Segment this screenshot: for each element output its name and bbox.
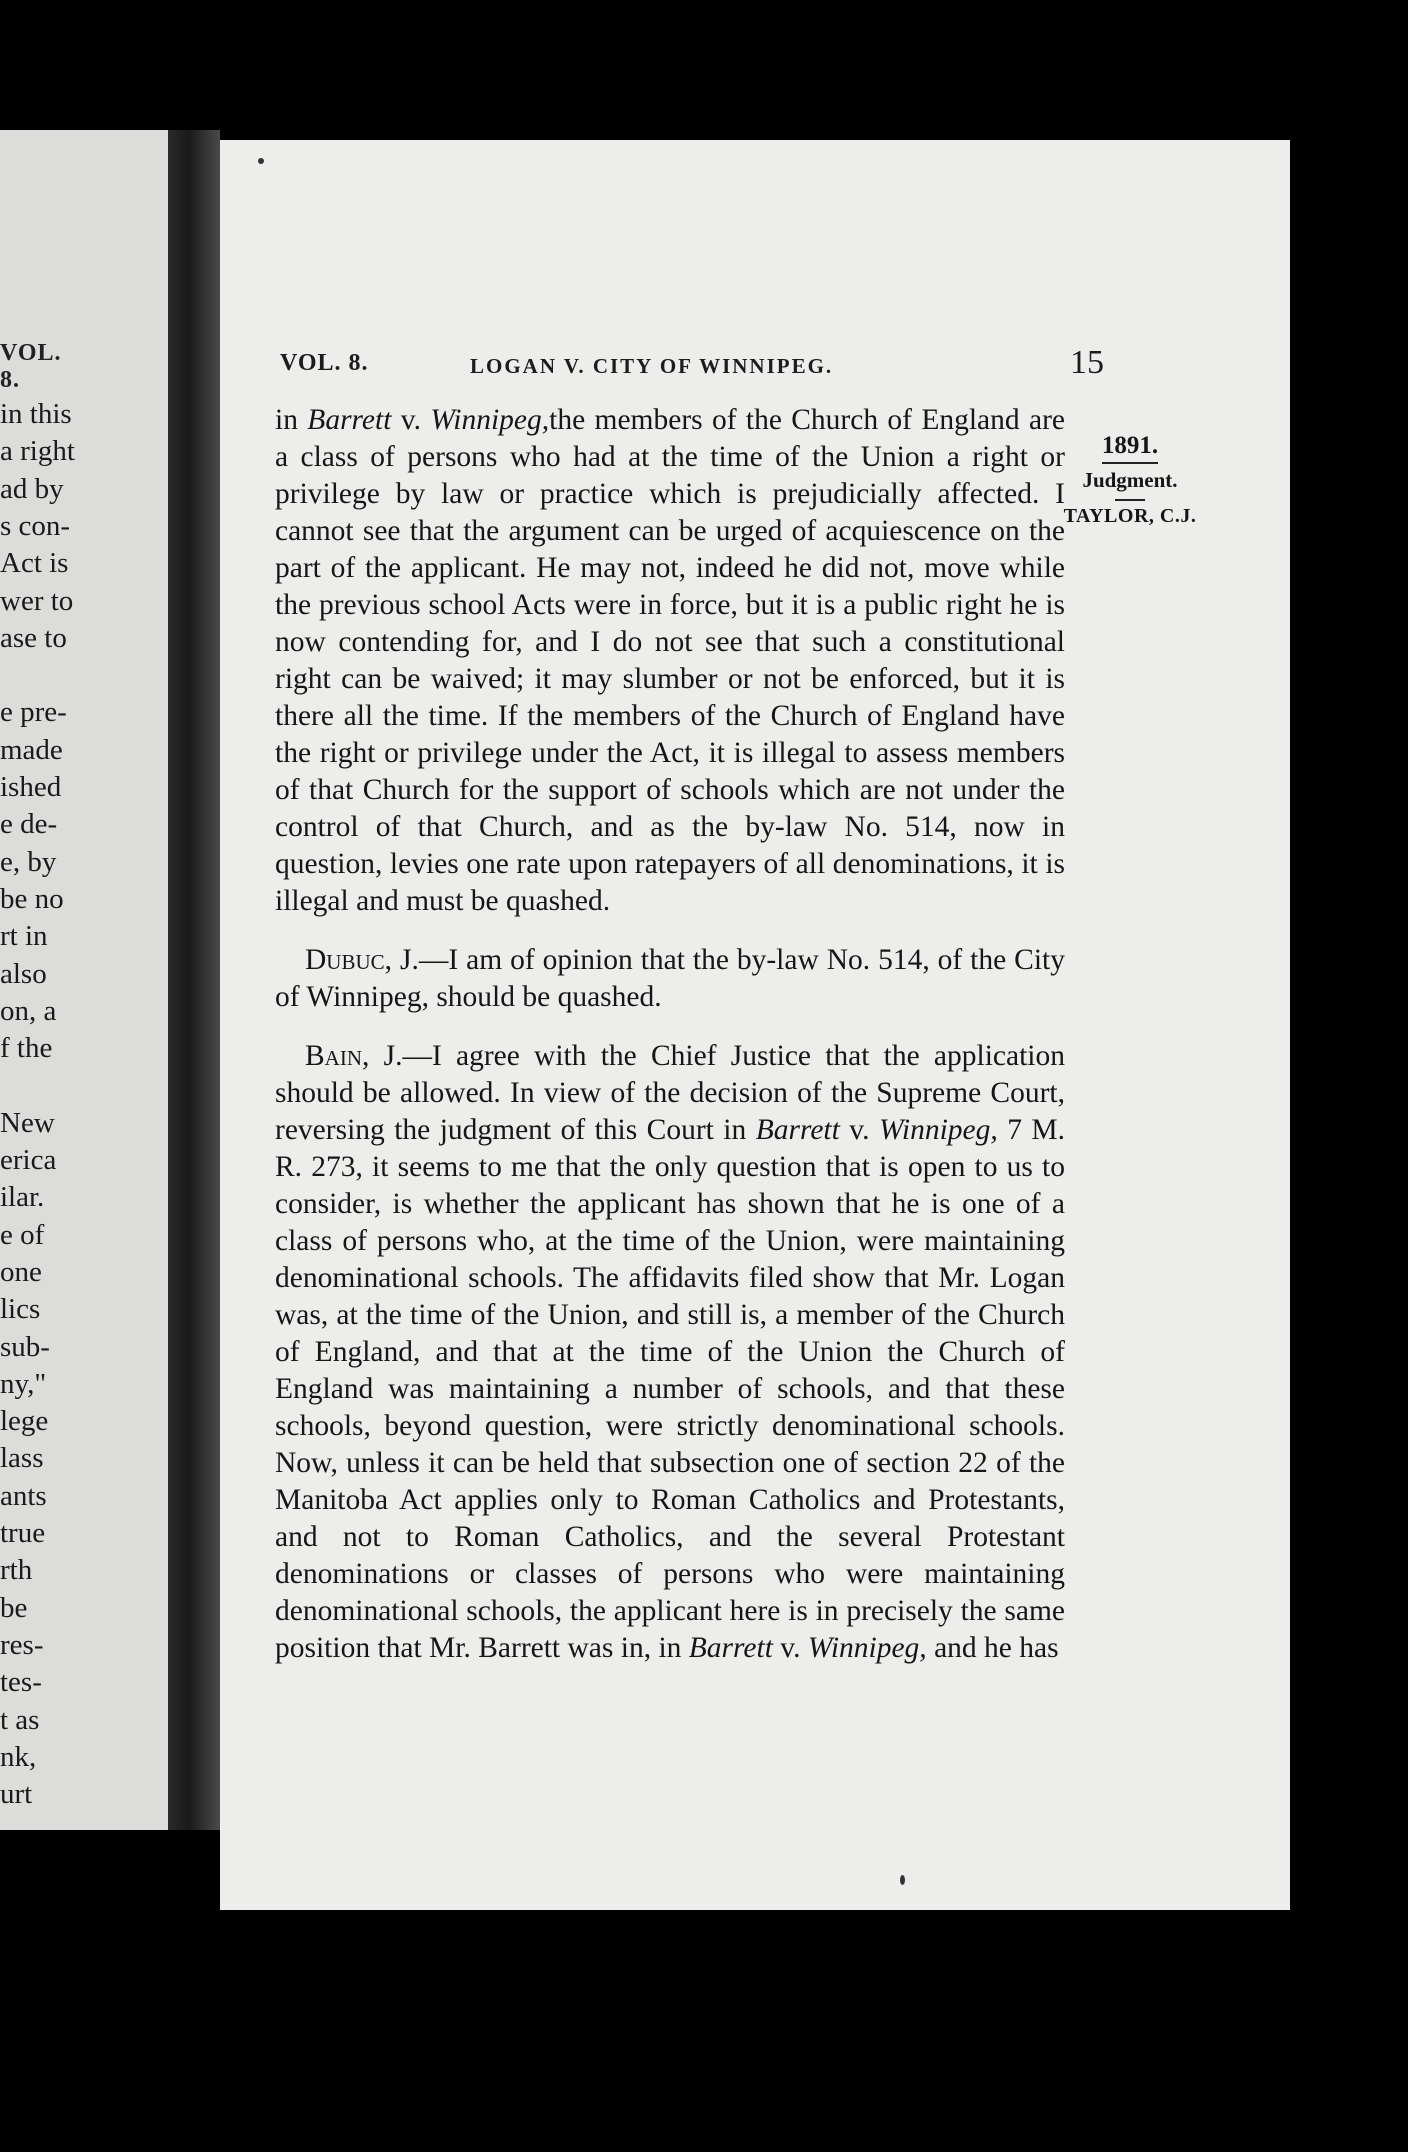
left-fragment-line: sub-: [0, 1330, 50, 1363]
left-fragment-line: on, a: [0, 994, 57, 1027]
text-run: —I am of opinion that the by-law No. 514, of the City of Winnipeg, should be quashed.: [275, 944, 1065, 1013]
left-fragment-line: ants: [0, 1479, 47, 1512]
case-citation: Winnipeg,: [807, 1632, 927, 1664]
margin-notes: [1055, 432, 1205, 528]
left-fragment-line: lege: [0, 1405, 49, 1438]
page-number: 15: [1070, 344, 1104, 381]
text-run: in: [275, 404, 308, 436]
left-fragment-line: urt: [0, 1778, 33, 1811]
left-fragment-line: in this: [0, 398, 72, 430]
left-fragment-line: Act is: [0, 547, 69, 580]
left-fragment-line: e of: [0, 1218, 45, 1251]
left-fragment-line: wer to: [0, 584, 74, 617]
left-fragment-line: rt in: [0, 920, 48, 953]
margin-judge: TAYLOR, C.J.: [1063, 505, 1197, 527]
left-fragment-line: rth: [0, 1554, 33, 1587]
text-run: 7 M. R. 273, it seems to me that the only question that is open to us to consider, is whether the applicant has shown that he is one of a class of persons who, at the time of the Union, were maintaining denominational schools. The affidavits filed show that Mr. Logan was, at the time of the Union, and still is, a member of the Church of England, and that at the time of the Union the Church of England was maintaining a number of schools, and that these schools, beyond question, were strictly denominational schools. Now, unless it can be held that subsection one of section 22 of the Manitoba Act applies only to Roman Catholics and Protestants, and not to Roman Catholics, and the several Protestant denominations or classes of persons who were maintaining denominational schools, the applicant here is in precisely the same position that Mr. Barrett was in, in: [275, 1114, 1065, 1664]
left-page: [0, 130, 168, 1830]
left-fragment-line: one: [0, 1255, 42, 1288]
left-fragment-line: tes-: [0, 1666, 42, 1699]
text-run: v.: [839, 1114, 879, 1146]
margin-judgment: Judgment.: [1082, 468, 1178, 492]
left-fragment-line: erica: [0, 1144, 57, 1176]
body-text: [275, 402, 1065, 1689]
left-fragment-line: res-: [0, 1628, 44, 1661]
left-fragment-line: s con-: [0, 509, 71, 542]
margin-year: 1891.: [1102, 432, 1158, 464]
text-run: v.: [772, 1632, 808, 1664]
case-citation: Winnipeg,: [878, 1114, 998, 1146]
text-run: the members of the Church of England are a class of persons who had at the time of the Union a right or privilege by law or practice which is prejudicially affected. I cannot see that the argument can be urged of acquiescence on the part of the applicant. He may not, indeed he did not, move while the previous school Acts were in force, but it is a public right he is now contending for, and I do not see that such a constitutional right can be waived; it may slumber or not be enforced, but it is there all the time. If the members of the Church of England have the right or privilege under the Act, it is illegal to assess members of that Church for the support of schools which are not under the control of that Church, and as the by-law No. 514, now in question, levies one rate upon ratepayers of all denominations, it is illegal and must be quashed.: [275, 404, 1065, 917]
left-fragment-line: New: [0, 1106, 55, 1139]
left-fragment-line: be no: [0, 882, 64, 915]
left-fragment-line: lass: [0, 1442, 44, 1475]
left-fragment-line: true: [0, 1517, 46, 1549]
volume-label: VOL. 8.: [280, 350, 369, 376]
text-run: —I agree with the Chief Justice that the application should be allowed. In view of the decision of the Supreme Court, reversing the judgment of this Court in: [275, 1040, 1065, 1146]
case-citation: Barrett: [307, 404, 392, 436]
case-citation: Winnipeg,: [430, 404, 550, 436]
paragraph: [275, 402, 1065, 920]
left-fragment-line: made: [0, 733, 63, 766]
left-fragment-line: be: [0, 1591, 28, 1624]
speck: [258, 158, 264, 164]
left-fragment-line: e, by: [0, 845, 57, 878]
margin-rule: [1115, 499, 1145, 501]
speaker-name: Bain, J.: [305, 1040, 403, 1072]
paragraph: [275, 942, 1065, 1016]
left-fragment-line: lics: [0, 1293, 41, 1326]
speaker-name: Dubuc, J.: [305, 944, 419, 976]
case-citation: Barrett: [688, 1632, 773, 1664]
left-fragment-line: also: [0, 957, 47, 990]
left-fragment-line: nk,: [0, 1740, 37, 1773]
case-title: LOGAN V. CITY OF WINNIPEG.: [470, 354, 834, 378]
left-fragment-line: ase to: [0, 621, 67, 654]
speck: [900, 1875, 905, 1885]
left-fragment-line: t as: [0, 1703, 40, 1736]
main-page: [220, 140, 1290, 1910]
running-head: [280, 344, 1104, 390]
case-citation: Barrett: [755, 1114, 840, 1146]
text-run: v.: [391, 404, 431, 436]
left-fragment-line: ished: [0, 771, 62, 803]
paragraph: [275, 1038, 1065, 1667]
book-gutter: [168, 130, 220, 1830]
left-fragment-line: ny,": [0, 1367, 47, 1400]
text-run: and he has: [926, 1632, 1059, 1664]
left-running-head: VOL. 8.: [0, 340, 62, 393]
left-fragment-line: ad by: [0, 472, 64, 505]
left-fragment-line: a right: [0, 435, 75, 468]
left-fragment-line: f the: [0, 1032, 53, 1065]
left-fragment-line: ilar.: [0, 1181, 45, 1214]
left-fragment-line: e de-: [0, 808, 58, 841]
left-fragment-line: e pre-: [0, 696, 67, 729]
